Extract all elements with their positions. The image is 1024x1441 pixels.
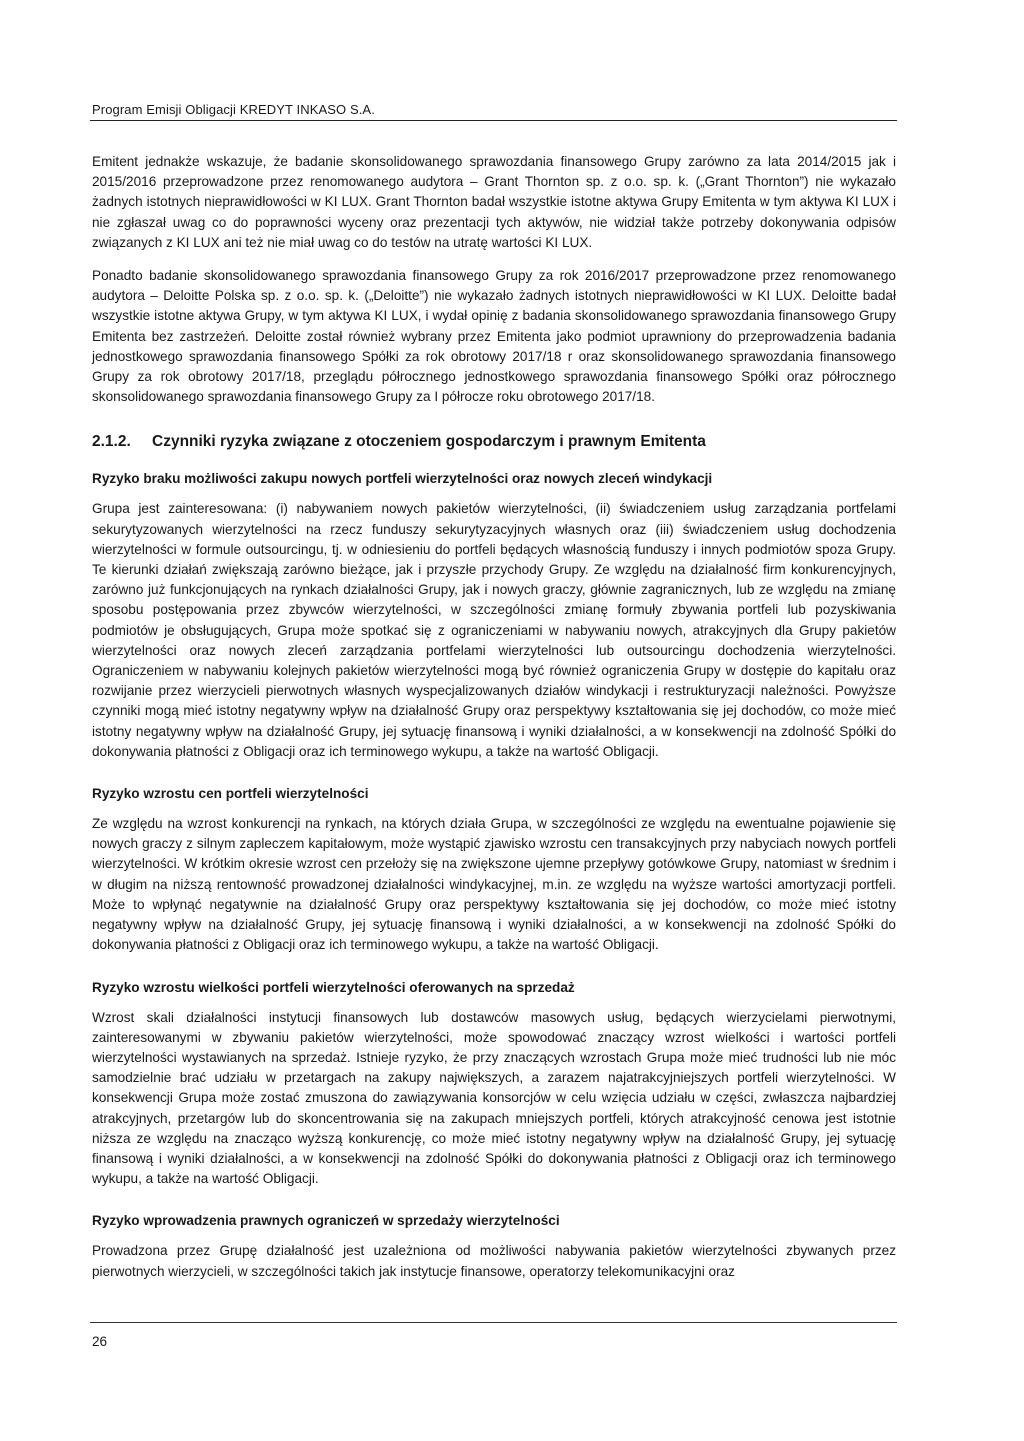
header-divider <box>90 120 897 121</box>
footer-divider <box>90 1322 897 1323</box>
running-header: Program Emisji Obligacji KREDYT INKASO S.A. <box>92 102 375 117</box>
risk-heading: Ryzyko wzrostu wielkości portfeli wierzytelności oferowanych na sprzedaż <box>92 979 575 995</box>
risk-paragraph: Ze względu na wzrost konkurencji na rynkach, na których działa Grupa, w szczególności ze względu na ewentualne pojawienie się nowych graczy z silnym zapleczem kapitałowym, może wystąpić zjawisko wzrostu cen transakcyjnych przy nabyciach nowych portfeli wierzytelności. W krótkim okresie wzrost cen przełoży się na zwiększone ujemne przepływy gotówkowe Grupy, natomiast w średnim i w długim na niższą rentowność prowadzonej działalności windykacyjnej, m.in. ze względu na wyższe wartości amortyzacji portfeli. Może to wpłynąć negatywnie na działalność Grupy oraz perspektywy kształtowania się jej dochodów, co może mieć istotny negatywny wpływ na działalność Grupy, jej sytuację finansową i wyniki działalności, a w konsekwencji na zdolność Spółki do dokonywania płatności z Obligacji oraz ich terminowego wykupu, a także na wartość Obligacji. <box>92 816 896 953</box>
page-content <box>92 152 896 1295</box>
section-title: Czynniki ryzyka związane z otoczeniem gospodarczym i prawnym Emitenta <box>152 433 706 451</box>
intro-paragraph: Ponadto badanie skonsolidowanego sprawozdania finansowego Grupy za rok 2016/2017 przeprowadzone przez renomowanego audytora – Deloitte Polska sp. z o.o. sp. k. („Deloitte”) nie wykazało żadnych istotnych nieprawidłowości w KI LUX. Deloitte badał wszystkie istotne aktywa Grupy, w tym aktywa KI LUX, i wydał opinię z badania skonsolidowanego sprawozdania finansowego Grupy Emitenta bez zastrzeżeń. Deloitte został również wybrany przez Emitenta jako podmiot uprawniony do przeprowadzenia badania jednostkowego sprawozdania finansowego Spółki za rok obrotowy 2017/18 r oraz skonsolidowanego sprawozdania finansowego Grupy za rok obrotowy 2017/18, przeglądu półrocznego jednostkowego sprawozdania finansowego Spółki oraz półrocznego skonsolidowanego sprawozdania finansowego Grupy za I półrocze roku obrotowego 2017/18. <box>92 268 896 405</box>
risk-paragraph: Wzrost skali działalności instytucji finansowych lub dostawców masowych usług, będących wierzycielami pierwotnymi, zainteresowanymi w zbywaniu pakietów wierzytelności, może spowodować znaczący wzrost wielkości i wartości portfeli wierzytelności wystawianych na sprzedaż. Istnieje ryzyko, że przy znaczących wzrostach Grupa może mieć trudności lub nie móc samodzielnie brać udziału w przetargach na zakupy największych, a zarazem najatrakcyjniejszych portfeli wierzytelności. W konsekwencji Grupa może zostać zmuszona do zawiązywania konsorcjów w celu wzięcia udziału w części, zwłaszcza najbardziej atrakcyjnych, przetargów lub do skoncentrowania się na zakupach mniejszych portfeli, których atrakcyjność cenowa jest istotnie niższa ze względu na znacząco wyższą konkurencję, co może mieć istotny negatywny wpływ na działalność Grupy, jej sytuację finansową i wyniki działalności, a w konsekwencji na zdolność Spółki do dokonywania płatności z Obligacji oraz ich terminowego wykupu, a także na wartość Obligacji. <box>92 1009 896 1187</box>
intro-paragraph: Emitent jednakże wskazuje, że badanie skonsolidowanego sprawozdania finansowego Grupy zarówno za lata 2014/2015 jak i 2015/2016 przeprowadzone przez renomowanego audytora – Grant Thornton sp. z o.o. sp. k. („Grant Thornton”) nie wykazało żadnych istotnych nieprawidłowości w KI LUX. Grant Thornton badał wszystkie istotne aktywa Grupy Emitenta w tym aktywa KI LUX i nie zgłaszał uwag co do poprawności wyceny oraz prezentacji tych aktywów, nie widział także potrzeby dokonywania odpisów związanych z KI LUX ani też nie miał uwag co do testów na utratę wartości KI LUX. <box>92 154 896 250</box>
risk-paragraph: Grupa jest zainteresowana: (i) nabywaniem nowych pakietów wierzytelności, (ii) świadczeniem usług zarządzania portfelami sekurytyzowanych wierzytelności na rzecz funduszy sekurytyzacyjnych własnych oraz (iii) świadczeniem usług dochodzenia wierzytelności w formule outsourcingu, tj. w odniesieniu do portfeli będących własnością funduszy i innych podmiotów spoza Grupy. Te kierunki działań zwiększają zarówno bieżące, jak i przyszłe przychody Grupy. Ze względu na działalność firm konkurencyjnych, zarówno już funkcjonujących na rynkach działalności Grupy, jak i nowych graczy, głównie zagranicznych, lub ze względu na zmianę sposobu postępowania przez zbywców wierzytelności, w szczególności zmianę formuły zbywania portfeli lub pozyskiwania podmiotów je obsługujących, Grupa może spotkać się z ograniczeniami w nabywaniu nowych, atrakcyjnych dla Grupy pakietów wierzytelności oraz nowych zleceń zarządzania portfelami wierzytelności lub outsourcingu dochodzenia wierzytelności. Ograniczeniem w nabywaniu kolejnych pakietów wierzytelności mogą być również ograniczenia Grupy w dostępie do kapitału oraz rozwijanie przez wierzycieli pierwotnych własnych wyspecjalizowanych działów windykacji i restrukturyzacji należności. Powyższe czynniki mogą mieć istotny negatywny wpływ na działalność Grupy oraz perspektywy kształtowania się jej dochodów, co może mieć istotny negatywny wpływ na działalność Grupy, jej sytuację finansową i wyniki działalności, a w konsekwencji na zdolność Spółki do dokonywania płatności z Obligacji oraz ich terminowego wykupu, a także na wartość Obligacji. <box>92 501 896 759</box>
section-number: 2.1.2. <box>92 433 131 451</box>
risk-heading: Ryzyko wzrostu cen portfeli wierzytelności <box>92 786 369 802</box>
risk-paragraph: Prowadzona przez Grupę działalność jest uzależniona od możliwości nabywania pakietów wierzytelności zbywanych przez pierwotnych wierzycieli, w szczególności takich jak instytucje finansowe, operatorzy telekomunikacyjni oraz <box>92 1243 896 1279</box>
risk-heading: Ryzyko wprowadzenia prawnych ograniczeń w sprzedaży wierzytelności <box>92 1213 560 1229</box>
risk-heading: Ryzyko braku możliwości zakupu nowych portfeli wierzytelności oraz nowych zleceń windykacji <box>92 471 713 487</box>
section-heading <box>92 431 896 453</box>
page-number: 26 <box>92 1334 108 1349</box>
